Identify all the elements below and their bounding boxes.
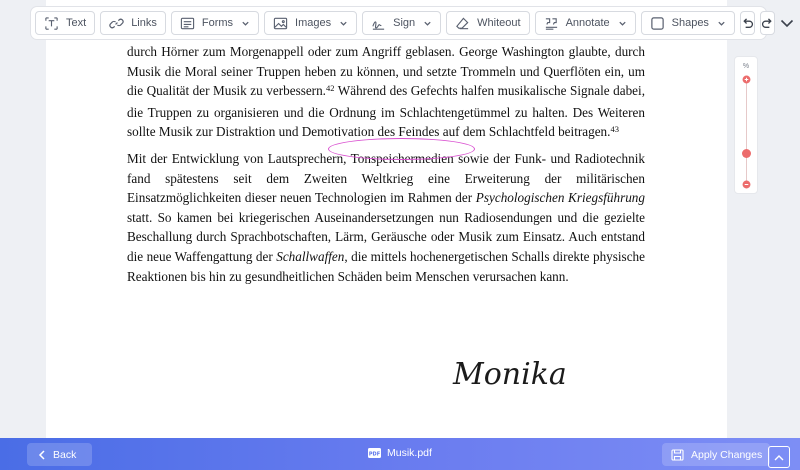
signature-pen-icon bbox=[371, 16, 386, 31]
apply-changes-label: Apply Changes bbox=[691, 448, 763, 461]
shapes-tool-label: Shapes bbox=[671, 17, 709, 29]
whiteout-tool-button[interactable] bbox=[446, 11, 529, 35]
zoom-slider-thumb[interactable] bbox=[742, 149, 751, 158]
images-tool-button[interactable] bbox=[264, 11, 357, 35]
redo-icon bbox=[761, 17, 774, 30]
signature-image[interactable] bbox=[449, 348, 589, 396]
zoom-track[interactable] bbox=[746, 79, 747, 183]
chevron-down-icon bbox=[423, 19, 432, 28]
editor-toolbar bbox=[30, 6, 767, 40]
pdf-file-icon bbox=[368, 447, 381, 459]
footnote-ref-43: 43 bbox=[610, 124, 619, 135]
back-label: Back bbox=[53, 448, 77, 461]
italic-term-psychological-warfare: Psychologischen Kriegsführung bbox=[475, 190, 645, 206]
file-name bbox=[368, 447, 432, 459]
paragraph-2-text-b: statt. So kamen bei kriegerischen Auseinandersetzungen nun Radiosendungen und die gezielte Beschallung durch Sprachbotschaften, Lärm, Geräusche oder Musik zum Einsatz. Auch entstand die neue Waffengattung der bbox=[127, 209, 645, 264]
annotate-icon bbox=[544, 16, 559, 31]
text-tool-label: Text bbox=[66, 17, 87, 29]
links-tool-label: Links bbox=[131, 17, 157, 29]
zoom-out-icon[interactable] bbox=[742, 180, 751, 189]
italic-term-sound-weapons: Schallwaffen bbox=[276, 248, 345, 264]
sign-tool-label: Sign bbox=[393, 17, 416, 29]
annotate-tool-button[interactable] bbox=[535, 11, 636, 35]
forms-tool-label: Forms bbox=[201, 17, 234, 29]
redo-button[interactable] bbox=[760, 11, 775, 35]
form-icon bbox=[180, 16, 195, 31]
undo-icon bbox=[741, 17, 754, 30]
zoom-percent-label: % bbox=[742, 63, 750, 70]
chevron-down-icon bbox=[241, 19, 250, 28]
footnote-ref-42: 42 bbox=[325, 83, 335, 94]
forms-tool-button[interactable] bbox=[171, 11, 259, 35]
chevron-down-icon bbox=[618, 19, 627, 28]
sign-tool-button[interactable] bbox=[362, 11, 441, 35]
undo-button[interactable] bbox=[740, 11, 755, 35]
eraser-icon bbox=[455, 16, 470, 31]
square-shape-icon bbox=[650, 16, 665, 31]
document-page[interactable] bbox=[46, 0, 727, 438]
zoom-in-icon[interactable] bbox=[742, 75, 751, 84]
shapes-tool-button[interactable] bbox=[641, 11, 735, 35]
paragraph-1-text-b: Während des Gefechts halfen musikalische Signale dabei, die Truppen zu organisieren und die Ordnung im Schlachtengetümmel zu halten. Des Weiteren sollte Musik zur Distraktion und Demotivation des Feindes auf dem Schlachtfeld beitragen. bbox=[127, 83, 645, 140]
chevron-up-icon bbox=[774, 454, 784, 461]
more-tools-button[interactable] bbox=[780, 11, 794, 35]
paragraph-1-text-a: durch Hörner zum Morgenappell oder zum Angriff geblasen. George Washington glaubte, durch Musik die Moral seiner Truppen heben zu können, und setzte Trommeln und Querflöten ein, um die Qualität der Musik zu verbessern. bbox=[127, 44, 645, 99]
links-tool-button[interactable] bbox=[100, 11, 166, 35]
scroll-to-top-button[interactable] bbox=[768, 446, 790, 468]
text-tool-button[interactable] bbox=[35, 11, 95, 35]
chevron-left-icon bbox=[38, 450, 46, 460]
image-icon bbox=[273, 16, 288, 31]
paragraph-2 bbox=[127, 149, 645, 286]
whiteout-tool-label: Whiteout bbox=[477, 17, 521, 29]
back-button[interactable] bbox=[27, 443, 92, 466]
link-icon bbox=[109, 16, 124, 31]
ellipse-annotation[interactable] bbox=[328, 138, 475, 160]
images-tool-label: Images bbox=[295, 17, 332, 29]
zoom-panel bbox=[734, 56, 758, 194]
bottom-bar bbox=[0, 438, 800, 470]
paragraph-1 bbox=[127, 42, 645, 144]
chevron-down-icon bbox=[717, 19, 726, 28]
save-icon bbox=[671, 449, 684, 461]
paragraph-2-text-c: , die mittels hochenergetischen Schalls direkte physische Reaktionen bis hin zu gesundheitlichen Schäden beim Menschen verursachen kann. bbox=[127, 248, 645, 284]
apply-changes-button[interactable] bbox=[662, 443, 770, 466]
file-name-label: Musik.pdf bbox=[387, 447, 432, 459]
chevron-down-icon bbox=[339, 19, 348, 28]
chevron-down-icon bbox=[780, 19, 794, 28]
document-text bbox=[127, 42, 645, 286]
paragraph-2-text-a: Mit der Entwicklung von Lautsprechern, Tonspeichermedien sowie der Funk- und Radiotechnik fand spätestens seit dem Zweiten Weltkrieg eine Erweiterung der militärischen Einsatzmöglichkeiten dieser neuen Technologien im Rahmen der bbox=[127, 150, 645, 206]
svg-text:PDF: PDF bbox=[368, 451, 381, 458]
signature-text: Monika bbox=[453, 357, 567, 392]
text-icon bbox=[44, 16, 59, 31]
annotate-tool-label: Annotate bbox=[565, 17, 610, 29]
